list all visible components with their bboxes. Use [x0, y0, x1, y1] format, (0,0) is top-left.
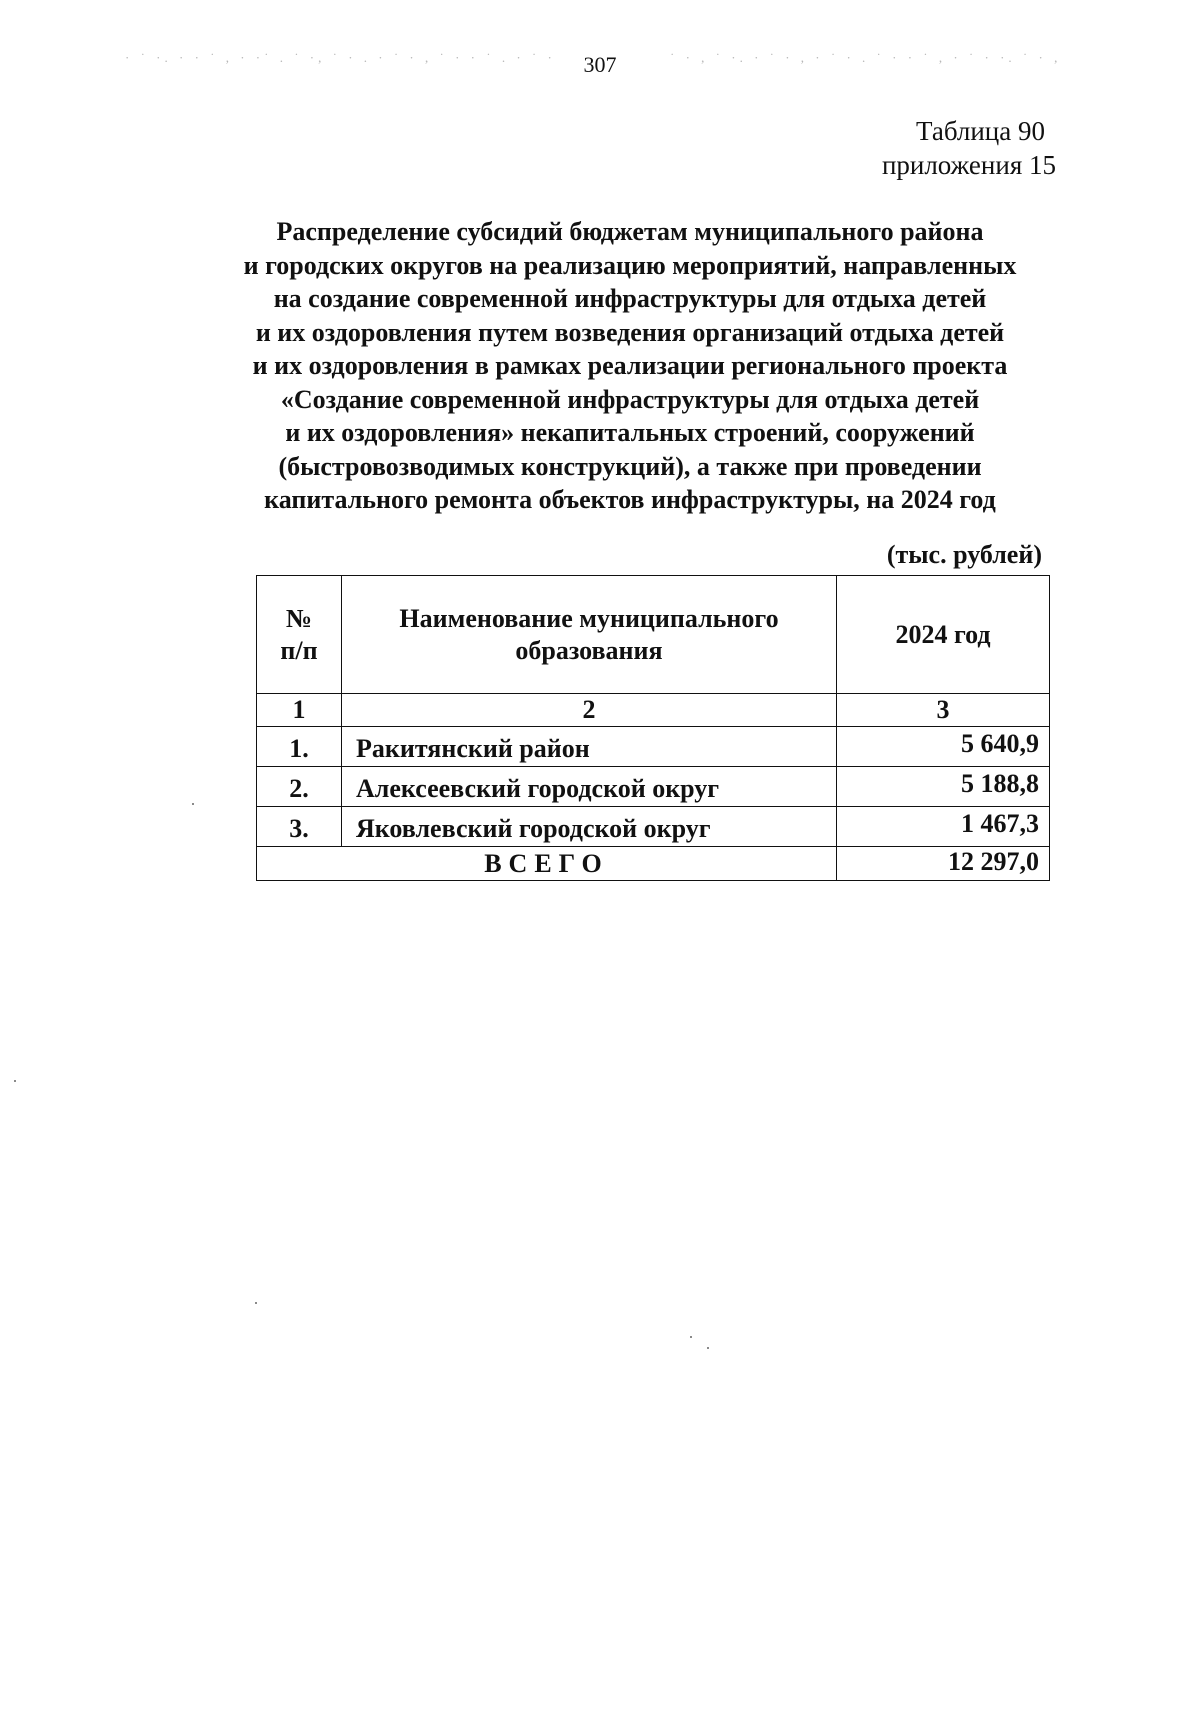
scan-speck — [192, 803, 194, 805]
header-municipality-line2: образования — [515, 635, 663, 665]
scan-noise-left: · ˙ ·. · · ˙ , · ·˙ . ˙ ·, ˙ · . · ˙ · , ˙ · · ˙ . · ˙ · — [125, 50, 556, 65]
row-number: 2. — [257, 767, 342, 807]
row-municipality: Алексеевский городской округ — [342, 767, 837, 807]
header-number — [257, 576, 342, 694]
total-label: ВСЕГО — [257, 847, 837, 881]
table-row — [257, 727, 1050, 767]
header-year: 2024 год — [837, 576, 1050, 694]
document-title — [190, 215, 1070, 517]
scan-speck — [707, 1347, 709, 1349]
title-line: Распределение субсидий бюджетам муниципального района — [276, 217, 984, 246]
table-header-row — [257, 576, 1050, 694]
column-index: 3 — [837, 694, 1050, 727]
total-row — [257, 847, 1050, 881]
header-municipality-line1: Наименование муниципального — [399, 603, 779, 633]
column-index-row — [257, 694, 1050, 727]
title-line: (быстровозводимых конструкций), а также при проведении — [278, 451, 982, 481]
table-reference — [881, 114, 1056, 182]
header-number-abbr: п/п — [280, 635, 318, 665]
title-line: и их оздоровления путем возведения организаций отдыха детей — [255, 317, 1005, 347]
row-amount: 5 188,8 — [837, 767, 1050, 807]
column-index: 2 — [342, 694, 837, 727]
page-number: 307 — [583, 52, 617, 77]
table-reference-appendix: приложения 15 — [881, 150, 1056, 180]
subsidy-table — [256, 575, 1050, 881]
title-line: и их оздоровления в рамках реализации регионального проекта — [252, 351, 1008, 380]
title-line: «Создание современной инфраструктуры для отдыха детей — [280, 384, 980, 414]
scan-speck — [255, 1302, 257, 1304]
row-municipality: Яковлевский городской округ — [342, 807, 837, 847]
title-line: и городских округов на реализацию мероприятий, направленных — [243, 250, 1017, 280]
row-municipality: Ракитянский район — [342, 727, 837, 767]
header-municipality — [342, 576, 837, 694]
title-line: и их оздоровления» некапитальных строений, сооружений — [285, 418, 975, 447]
row-amount: 5 640,9 — [837, 727, 1050, 767]
table-row — [257, 807, 1050, 847]
table-row — [257, 767, 1050, 807]
units-label: (тыс. рублей) — [886, 540, 1042, 569]
column-index: 1 — [257, 694, 342, 727]
total-amount: 12 297,0 — [837, 847, 1050, 881]
scan-speck — [14, 1080, 16, 1082]
row-amount: 1 467,3 — [837, 807, 1050, 847]
scan-noise-right: ˙ · , ˙ ·. · ˙ · , · ˙ · . ˙ · · ˙ , · ˙ · ·. ˙ · , — [670, 50, 1062, 65]
row-number: 1. — [257, 727, 342, 767]
row-number: 3. — [257, 807, 342, 847]
header-number-symbol: № — [285, 603, 313, 633]
scan-speck — [690, 1336, 692, 1338]
table-reference-number: Таблица 90 — [916, 116, 1045, 146]
title-line: капитального ремонта объектов инфраструктуры, на 2024 год — [264, 485, 996, 514]
title-line: на создание современной инфраструктуры для отдыха детей — [273, 284, 987, 313]
